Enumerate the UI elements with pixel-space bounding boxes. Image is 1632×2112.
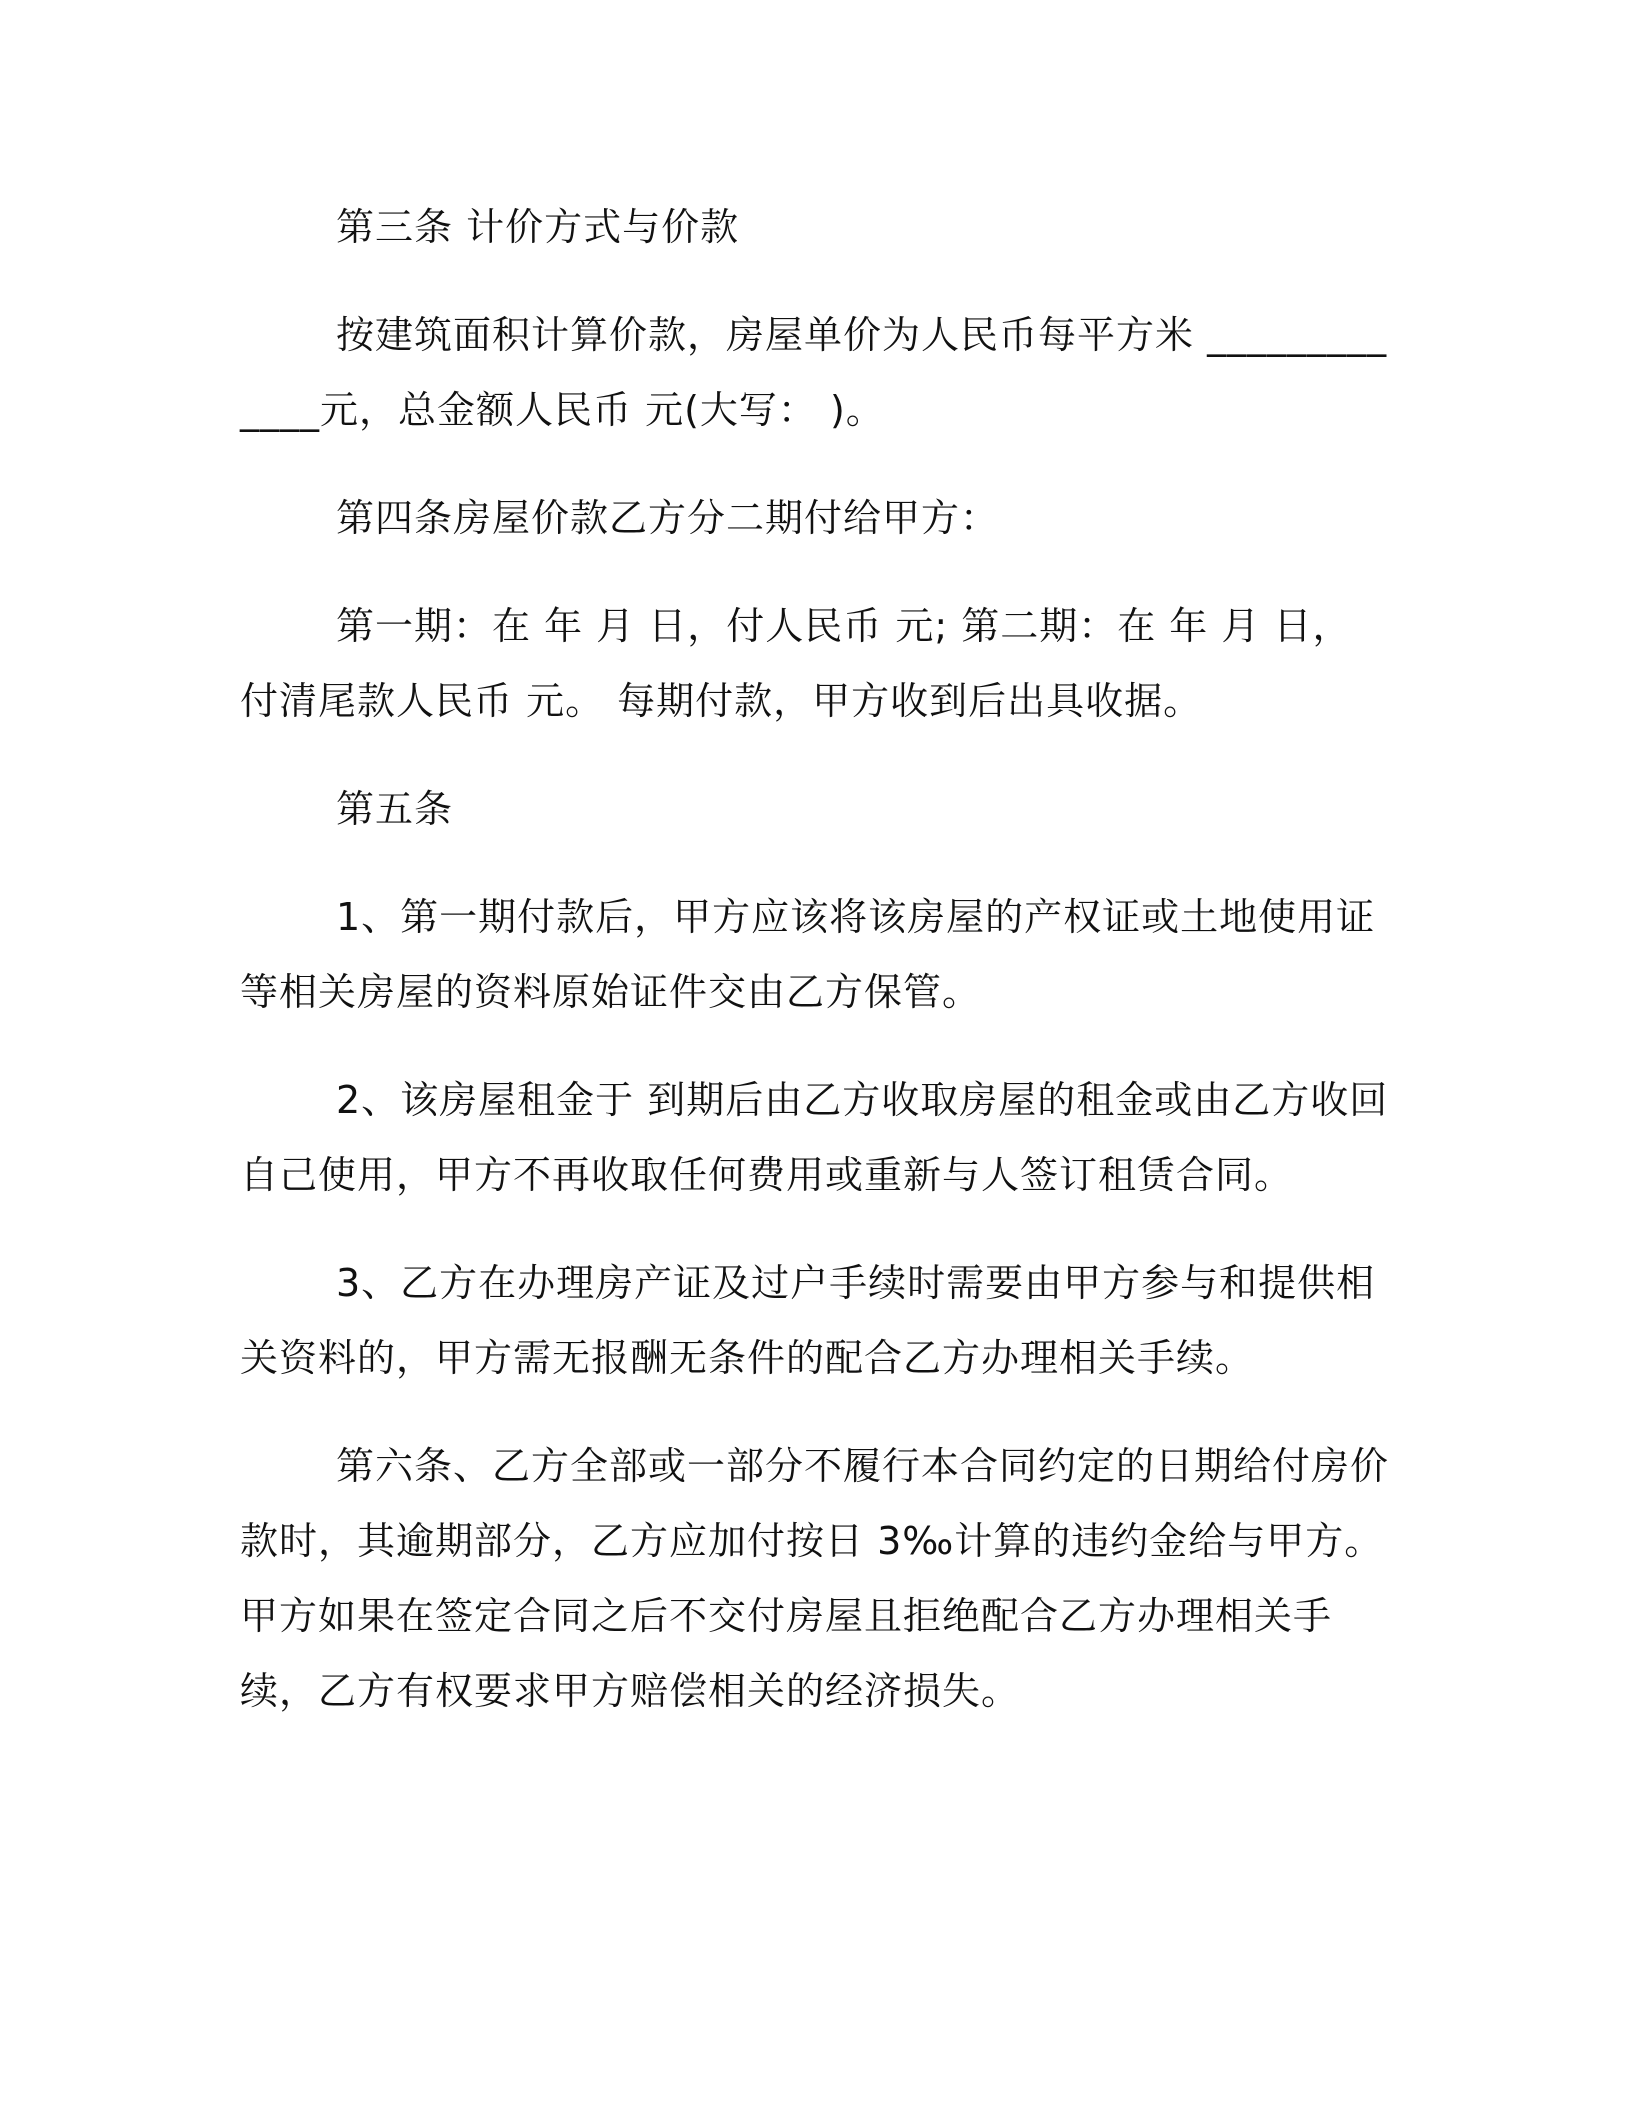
article-3-heading: 第三条 计价方式与价款 [336,205,740,249]
article-5-item-1: 1、第一期付款后，甲方应该将该房屋的产权证或土地使用证等相关房屋的资料原始证件交由乙方保管。 [240,895,1376,1014]
article-5-item-3: 3、乙方在办理房产证及过户手续时需要由甲方参与和提供相关资料的，甲方需无报酬无条件的配合乙方办理相关手续。 [240,1261,1376,1380]
document-body [240,190,1390,1762]
article-5-item-2: 2、该房屋租金于 到期后由乙方收取房屋的租金或由乙方收回自己使用，甲方不再收取任何费用或重新与人签订租赁合同。 [240,1078,1389,1197]
article-4-payment-schedule: 第一期：在 年 月 日，付人民币 元; 第二期：在 年 月 日，付清尾款人民币 元。 每期付款，甲方收到后出具收据。 [240,604,1352,723]
article-5-heading: 第五条 [336,787,454,831]
article-3-price-clause: 按建筑面积计算价款，房屋单价为人民币每平方米 _____________元，总金额人民币 元(大写： )。 [240,313,1388,432]
article-6-clause: 第六条、乙方全部或一部分不履行本合同约定的日期给付房价款时，其逾期部分，乙方应加付按日 3‰计算的违约金给与甲方。甲方如果在签定合同之后不交付房屋且拒绝配合乙方办理相关手续，乙方有权要求甲方赔偿相关的经济损失。 [240,1444,1390,1713]
article-4-heading: 第四条房屋价款乙方分二期付给甲方： [336,496,1000,540]
